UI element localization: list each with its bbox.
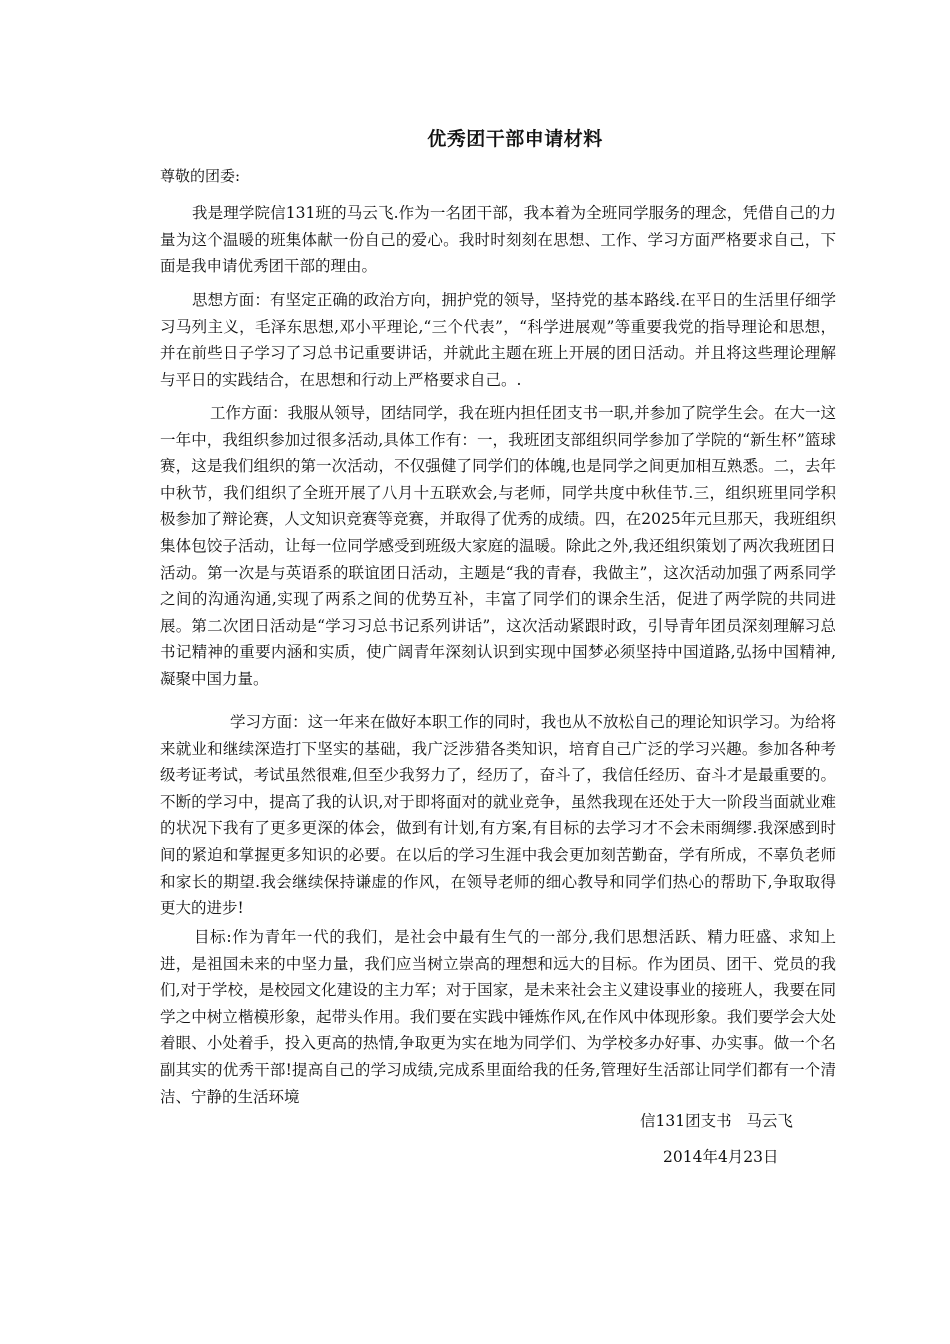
- paragraph-work: 工作方面：我服从领导，团结同学，我在班内担任团支书一职,并参加了院学生会。在大一这一年中，我组织参加过很多活动,具体工作有：一，我班团支部组织同学参加了学院的“新生杯”篮球赛，这是我们组织的第一次活动，不仅强健了同学们的体魄,也是同学之间更加相互熟悉。二，去年中秋节，我们组织了全班开展了八月十五联欢会,与老师，同学共度中秋佳节.三，组织班里同学积极参加了辩论赛，人文知识竞赛等竞赛，并取得了优秀的成绩。四，在2025年元旦那天，我班组织集体包饺子活动，让每一位同学感受到班级大家庭的温暖。除此之外,我还组织策划了两次我班团日活动。第一次是与英语系的联谊团日活动，主题是“我的青春，我做主”，这次活动加强了两系同学之间的沟通沟通,实现了两系之间的优势互补，丰富了同学们的课余生活，促进了两学院的共同进展。第二次团日活动是“学习习总书记系列讲话”，这次活动紧跟时政，引导青年团员深刻理解习总书记精神的重要内涵和实质，使广阔青年深刻认识到实现中国梦必须坚持中国道路,弘扬中国精神,凝聚中国力量。: [160, 404, 836, 688]
- paragraph-introduction: 我是理学院信131班的马云飞.作为一名团干部，我本着为全班同学服务的理念，凭借自己的力量为这个温暖的班集体献一份自己的爱心。我时时刻刻在思想、工作、学习方面严格要求自己，下面是我申请优秀团干部的理由。: [160, 204, 836, 276]
- signature: 信131团支书 马云飞: [640, 1112, 793, 1130]
- paragraph-study: 学习方面：这一年来在做好本职工作的同时，我也从不放松自己的理论知识学习。为给将来就业和继续深造打下坚实的基础，我广泛涉猎各类知识，培育自己广泛的学习兴趣。参加各种考级考证考试，考试虽然很难,但至少我努力了，经历了，奋斗了，我信任经历、奋斗才是最重要的。不断的学习中，提高了我的认识,对于即将面对的就业竞争，虽然我现在还处于大一阶段当面就业难的状况下我有了更多更深的体会，做到有计划,有方案,有目标的去学习才不会未雨绸缪.我深感到时间的紧迫和掌握更多知识的必要。在以后的学习生涯中我会更加刻苦勤奋，学有所成，不辜负老师和家长的期望.我会继续保持谦虚的作风，在领导老师的细心教导和同学们热心的帮助下,争取取得更大的进步!: [160, 713, 836, 918]
- paragraph-ideology: 思想方面：有坚定正确的政治方向，拥护党的领导，坚持党的基本路线.在平日的生活里仔细学习马列主义，毛泽东思想,邓小平理论,“三个代表”，“科学进展观”等重要我党的指导理论和思想，并在前些日子学习了习总书记重要讲话，并就此主题在班上开展的团日活动。并且将这些理论理解与平日的实践结合，在思想和行动上严格要求自己。.: [160, 291, 836, 389]
- date: 2014年4月23日: [663, 1148, 779, 1166]
- document-title: 优秀团干部申请材料: [427, 128, 603, 150]
- paragraph-goals: 目标:作为青年一代的我们，是社会中最有生气的一部分,我们思想活跃、精力旺盛、求知上进，是祖国未来的中坚力量，我们应当树立崇高的理想和远大的目标。作为团员、团干、党员的我们,对于学校，是校园文化建设的主力军；对于国家，是未来社会主义建设事业的接班人，我要在同学之中树立楷模形象，起带头作用。我们要在实践中锤炼作风,在作风中体现形象。我们要学会大处着眼、小处着手，投入更高的热情,争取更为实在地为同学们、为学校多办好事、办实事。做一个名副其实的优秀干部!提高自己的学习成绩,完成系里面给我的任务,管理好生活部让同学们都有一个清洁、宁静的生活环境: [160, 928, 836, 1106]
- salutation: 尊敬的团委:: [160, 167, 241, 185]
